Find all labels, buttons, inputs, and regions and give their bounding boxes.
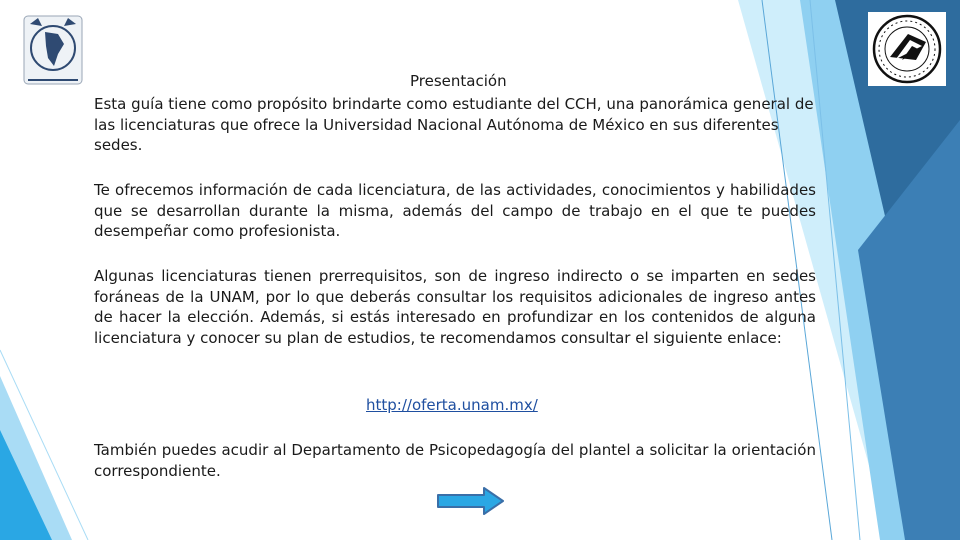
arrow-right-icon[interactable]	[436, 486, 506, 516]
orientation-paragraph: También puedes acudir al Departamento de Psicopedagogía del plantel a solicitar la orientación correspondiente.	[94, 441, 816, 480]
info-paragraph: Te ofrecemos información de cada licenciatura, de las actividades, conocimientos y habilidades que se desarrollan durante la misma, además del campo de trabajo en el que te puedes desempeñar como profesionista.	[94, 181, 816, 240]
cch-seal-icon	[868, 12, 946, 86]
unam-seal-icon	[18, 10, 88, 90]
slide-title: Presentación	[410, 72, 507, 90]
intro-paragraph: Esta guía tiene como propósito brindarte como estudiante del CCH, una panorámica general de las licenciaturas que ofrece la Universidad Nacional Autónoma de México en sus diferentes sedes.	[94, 95, 814, 154]
oferta-link[interactable]: http://oferta.unam.mx/	[366, 396, 538, 414]
prerequisites-paragraph: Algunas licenciaturas tienen prerrequisitos, son de ingreso indirecto o se imparten en sedes foráneas de la UNAM, por lo que deberás consultar los requisitos adicionales de ingreso antes de hacer la elección. Además, si estás interesado en profundizar en los contenidos de alguna licenciatura y conocer su plan de estudios, te recomendamos consultar el siguiente enlace:	[94, 267, 816, 347]
